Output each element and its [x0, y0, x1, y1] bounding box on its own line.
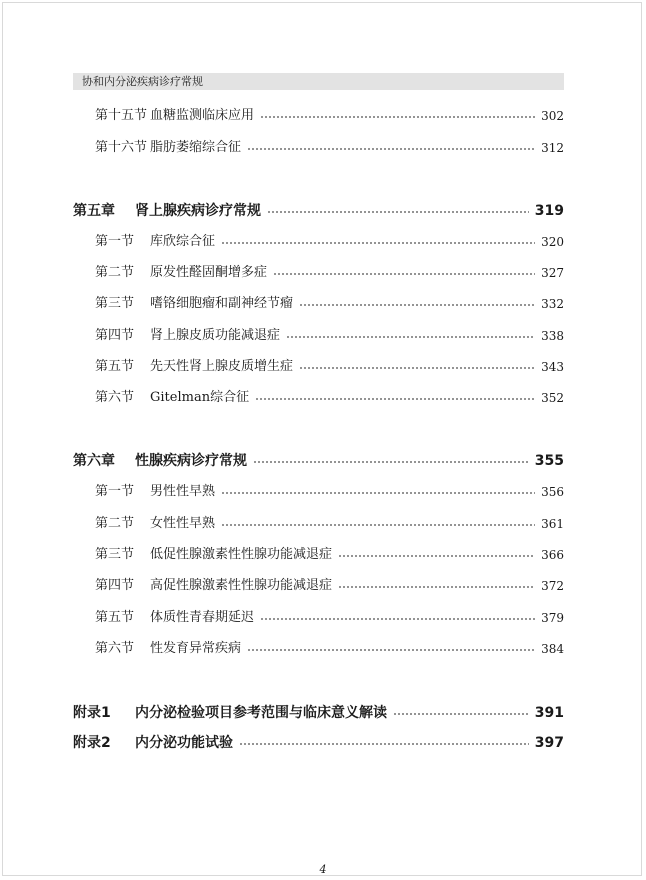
appendix-page: 397 [534, 735, 564, 751]
entry-number: 第一节 [95, 234, 135, 249]
dot-leader [239, 743, 529, 745]
entry-number: 第六节 [95, 641, 135, 656]
dot-leader [267, 211, 529, 213]
entry-page: 312 [541, 141, 564, 155]
chapter-page: 355 [534, 453, 564, 469]
toc-chapter[interactable] [73, 201, 564, 221]
appendix-title: 内分泌检验项目参考范围与临床意义解读 [135, 705, 387, 721]
toc-entry[interactable] [95, 263, 564, 283]
dot-leader [393, 713, 529, 715]
toc-entry[interactable] [95, 608, 564, 628]
toc-entry[interactable] [95, 639, 564, 659]
dot-leader [299, 367, 535, 369]
toc-appendix[interactable] [73, 703, 564, 723]
entry-title: 库欣综合征 [150, 234, 216, 249]
entry-number: 第四节 [95, 578, 135, 593]
entry-page: 372 [541, 579, 564, 593]
dot-leader [260, 618, 535, 620]
entry-page: 356 [541, 485, 564, 499]
entry-title: 体质性青春期延迟 [150, 610, 255, 625]
dot-leader [286, 336, 535, 338]
chapter-page: 319 [534, 203, 564, 219]
toc-entry[interactable] [95, 232, 564, 252]
running-header [73, 73, 564, 90]
dot-leader [247, 649, 535, 651]
entry-title: 肾上腺皮质功能减退症 [150, 328, 281, 343]
dot-leader [247, 148, 535, 150]
dot-leader [299, 304, 535, 306]
entry-title: 男性性早熟 [150, 484, 216, 499]
toc-entry[interactable] [95, 294, 564, 314]
entry-number: 第三节 [95, 296, 135, 311]
dot-leader [221, 492, 535, 494]
toc-entry[interactable] [95, 482, 564, 502]
dot-leader [253, 461, 529, 463]
entry-page: 302 [541, 109, 564, 123]
dot-leader [260, 116, 535, 118]
toc-appendix[interactable] [73, 733, 564, 753]
appendix-number: 附录1 [73, 705, 111, 721]
entry-number: 第四节 [95, 328, 135, 343]
entry-page: 361 [541, 517, 564, 531]
entry-title: 脂肪萎缩综合征 [150, 140, 242, 155]
entry-page: 327 [541, 266, 564, 280]
appendix-title: 内分泌功能试验 [135, 735, 233, 751]
entry-title: Gitelman综合征 [150, 390, 250, 405]
toc-entry[interactable] [95, 576, 564, 596]
entry-number: 第十六节 [95, 140, 148, 155]
entry-number: 第一节 [95, 484, 135, 499]
entry-number: 第五节 [95, 610, 135, 625]
entry-title: 高促性腺激素性性腺功能减退症 [150, 578, 333, 593]
entry-page: 338 [541, 329, 564, 343]
entry-number: 第十五节 [95, 108, 148, 123]
appendix-number: 附录2 [73, 735, 111, 751]
entry-title: 低促性腺激素性性腺功能减退症 [150, 547, 333, 562]
dot-leader [273, 273, 535, 275]
entry-page: 352 [541, 391, 564, 405]
entry-title: 性发育异常疾病 [150, 641, 242, 656]
chapter-title: 肾上腺疾病诊疗常规 [135, 203, 261, 219]
entry-title: 嗜铬细胞瘤和副神经节瘤 [150, 296, 294, 311]
entry-page: 366 [541, 548, 564, 562]
entry-title: 女性性早熟 [150, 516, 216, 531]
book-title: 协和内分泌疾病诊疗常规 [82, 75, 203, 88]
dot-leader [221, 242, 535, 244]
toc-entry[interactable] [95, 106, 564, 126]
entry-number: 第三节 [95, 547, 135, 562]
toc-entry[interactable] [95, 326, 564, 346]
entry-title: 血糖监测临床应用 [150, 108, 255, 123]
page-number: 4 [319, 863, 327, 876]
entry-page: 384 [541, 642, 564, 656]
entry-page: 343 [541, 360, 564, 374]
toc-entry[interactable] [95, 357, 564, 377]
toc-entry[interactable] [95, 388, 564, 408]
toc-entry[interactable] [95, 138, 564, 158]
entry-title: 原发性醛固酮增多症 [150, 265, 268, 280]
chapter-title: 性腺疾病诊疗常规 [135, 453, 247, 469]
entry-number: 第二节 [95, 516, 135, 531]
entry-page: 320 [541, 235, 564, 249]
chapter-number: 第六章 [73, 453, 115, 469]
toc-entry[interactable] [95, 545, 564, 565]
dot-leader [255, 398, 535, 400]
entry-number: 第五节 [95, 359, 135, 374]
entry-number: 第二节 [95, 265, 135, 280]
chapter-number: 第五章 [73, 203, 115, 219]
toc-entry[interactable] [95, 514, 564, 534]
appendix-page: 391 [534, 705, 564, 721]
entry-page: 379 [541, 611, 564, 625]
toc-chapter[interactable] [73, 451, 564, 471]
entry-number: 第六节 [95, 390, 135, 405]
dot-leader [221, 524, 535, 526]
entry-title: 先天性肾上腺皮质增生症 [150, 359, 294, 374]
dot-leader [338, 586, 535, 588]
dot-leader [338, 555, 535, 557]
entry-page: 332 [541, 297, 564, 311]
